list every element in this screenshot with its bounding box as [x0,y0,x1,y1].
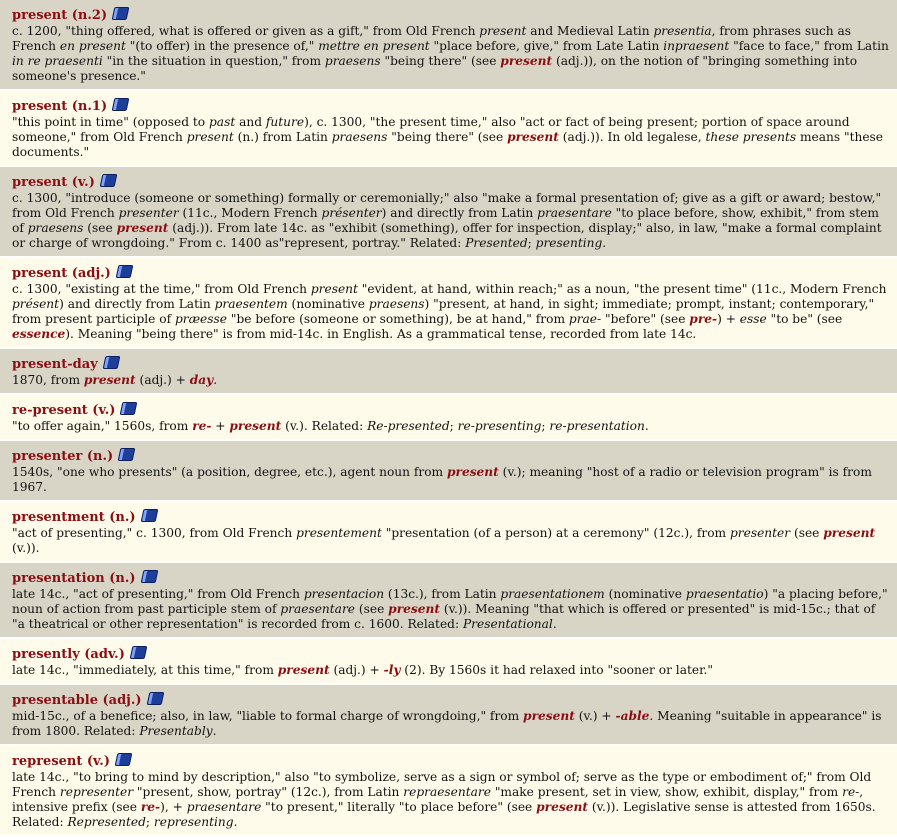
entry-header [12,689,889,708]
definition-text: ) "a placing before," noun of action from past participle stem of [12,587,888,616]
italic-term: Re-presented [367,419,450,433]
entry [0,563,897,639]
italic-term: presentia [653,24,712,38]
book-icon[interactable] [140,570,158,583]
definition-text: (adj.)). From late 14c. as "exhibit (something), offer for inspection, display;" also, in law, "make a formal complaint or charge of wrongdoing." From c. 1400 as"represent, portray." Related: [12,221,882,250]
italic-term: praesentare [186,800,262,814]
entry-header [12,750,889,769]
book-icon[interactable] [120,402,138,415]
book-icon[interactable] [112,98,130,111]
crossref-link[interactable]: present [523,709,575,723]
entry-headword: present (n.1) [12,99,108,114]
crossref-link[interactable]: pre- [689,312,718,326]
book-icon[interactable] [112,7,130,20]
definition-text: (v.) + [574,709,616,723]
entry-headword: presentment (n.) [12,510,136,525]
crossref-link[interactable]: re- [140,800,161,814]
entry-header [12,445,889,464]
crossref-link[interactable]: day [189,373,214,387]
italic-term: praesens [27,221,84,235]
italic-term: praesens [331,130,388,144]
crossref-link[interactable]: present [116,221,169,235]
entry [0,502,897,563]
crossref-link[interactable]: present [388,602,440,616]
definition-text: (adj.) + [135,373,190,387]
entry-definition [12,24,889,84]
definition-text: late 14c., "immediately, at this time," from [12,663,278,677]
entry-header [12,567,889,586]
entry-headword: presenter (n.) [12,449,114,464]
entry-header [12,643,889,662]
crossref-link[interactable]: re- [192,419,212,433]
definition-text: (adj.)). In old legalese, [558,130,706,144]
italic-term: præesse [174,312,227,326]
italic-term: Presentational [462,617,553,631]
definition-text: , from phrases such as French [12,24,852,53]
book-icon[interactable] [118,448,136,461]
book-icon[interactable] [146,692,164,705]
definition-text: ) and directly from Latin [59,297,215,311]
crossref-link[interactable]: present [229,419,282,433]
definition-text: "to offer again," 1560s, from [12,419,193,433]
entry [0,349,897,395]
definition-text: c. 1200, "thing offered, what is offered or given as a gift," from Old French [12,24,480,38]
italic-term: presenting [535,236,603,250]
definition-text: ), c. 1300, "the present time," also "act or fact of being present; portion of space around someone," from Old French [12,115,850,144]
entry-definition [12,373,889,388]
definition-text: means "these documents." [12,130,884,159]
entry-header [12,262,889,281]
italic-term: présent [12,297,60,311]
definition-text: . [552,617,557,631]
crossref-link[interactable]: present [500,54,553,68]
entry-headword: presentable (adj.) [12,693,142,708]
entry [0,0,897,91]
entry [0,167,897,258]
definition-text: ) "present, at hand, in sight; immediate; prompt, instant; contemporary," from present participle of [12,297,875,326]
crossref-link[interactable]: present [507,130,559,144]
entry-definition [12,115,889,160]
entry-header [12,353,889,372]
entry-definition [12,709,889,739]
italic-term: re-presenting [457,419,542,433]
entry-definition [12,770,889,830]
italic-term: present [186,130,234,144]
definition-text: (n.) from Latin [233,130,332,144]
definition-text: 1540s, "one who presents" (a position, degree, etc.), agent noun from [12,465,447,479]
crossref-link[interactable]: present [83,373,136,387]
italic-term: mettre en present [318,39,430,53]
italic-term: presenter [729,526,791,540]
crossref-link[interactable]: -ly [383,663,401,677]
definition-text: . [213,373,218,387]
definition-text: . [644,419,649,433]
definition-text: late 14c., "act of presenting," from Old French [12,587,304,601]
definition-text: ) and directly from Latin [381,206,538,220]
definition-text: "presentation (of a person) at a ceremony" (12c.), from [381,526,730,540]
definition-text: (2). By 1560s it had relaxed into "sooner or later." [400,663,714,677]
crossref-link[interactable]: -able [615,709,650,723]
italic-term: praesentem [214,297,288,311]
definition-text: "(to offer) in the presence of," [125,39,319,53]
entry-headword: present-day [12,357,98,372]
definition-text: (nominative [287,297,369,311]
definition-text: (see [790,526,824,540]
definition-text: (adj.)), on the notion of "bringing something into someone's presence." [12,54,858,83]
crossref-link[interactable]: essence [12,327,66,341]
italic-term: presentacion [303,587,385,601]
definition-text: (v.). Related: [281,419,368,433]
definition-text: "being there" (see [380,54,501,68]
entry-headword: presently (adv.) [12,647,125,662]
definition-text: c. 1300, "existing at the time," from Old French [12,282,311,296]
italic-term: praesentare [280,602,355,616]
entry [0,91,897,167]
italic-term: présenter [321,206,382,220]
entry-header [12,399,889,418]
italic-term: these presents [705,130,797,144]
italic-term: Represented [67,815,146,829]
book-icon[interactable] [140,509,158,522]
entry-definition [12,465,889,495]
italic-term: re- [842,785,860,799]
definition-text: ; [145,815,154,829]
definition-text: , intensive prefix (see [12,785,864,814]
italic-term: esse [739,312,767,326]
definition-text: . [233,815,238,829]
definition-text: (v.)). [12,541,40,555]
definition-text: (nominative [604,587,686,601]
entry [0,395,897,441]
crossref-link[interactable]: present [823,526,876,540]
entry-headword: present (v.) [12,175,95,190]
definition-text: and Medieval Latin [526,24,654,38]
definition-text: ) + [717,312,740,326]
definition-text: ; [541,419,550,433]
entry-headword: present (adj.) [12,266,111,281]
definition-text: "act of presenting," c. 1300, from Old French [12,526,297,540]
definition-text: "to place before, show, exhibit," from stem of [12,206,879,235]
definition-text: ; [449,419,458,433]
entry-headword: presentation (n.) [12,571,136,586]
definition-text: "to present," literally "to place before" (see [261,800,537,814]
italic-term: praesentationem [500,587,605,601]
italic-term: praesens [324,54,381,68]
italic-term: praesentatio [685,587,764,601]
definition-text: "be before (someone or something), be at hand," from [227,312,569,326]
definition-text: "before" (see [601,312,690,326]
entry-definition [12,191,889,251]
italic-term: representer [59,785,134,799]
italic-term: praesens [368,297,425,311]
entry-definition [12,526,889,556]
definition-text: ; [527,236,536,250]
crossref-link[interactable]: present [447,465,499,479]
definition-text: (adj.) + [329,663,384,677]
definition-text: + [211,419,230,433]
entry [0,746,897,837]
italic-term: Presented [465,236,528,250]
definition-text: "being there" (see [387,130,508,144]
definition-text: 1870, from [12,373,84,387]
definition-text: (see [354,602,389,616]
italic-term: en present [59,39,126,53]
italic-term: Presentably [139,724,213,738]
entry-definition [12,663,889,678]
definition-text: ), + [160,800,187,814]
italic-term: present [479,24,527,38]
entry-header [12,506,889,525]
entry-definition [12,587,889,632]
italic-term: in re praesenti [12,54,103,68]
italic-term: repraesentare [403,785,491,799]
book-icon[interactable] [129,646,147,659]
definition-text: "place before, give," from Late Latin [429,39,664,53]
crossref-link[interactable]: present [277,663,330,677]
definition-text: "evident, at hand, within reach;" as a noun, "the present time" (11c., Modern French [357,282,887,296]
book-icon[interactable] [115,753,133,766]
book-icon[interactable] [115,265,133,278]
definition-text: "present, show, portray" (12c.), from Latin [133,785,404,799]
entry-headword: represent (v.) [12,754,110,769]
definition-text: . Meaning "suitable in appearance" is from 1800. Related: [12,709,882,738]
definition-text: (v.); meaning "host of a radio or television program" is from 1967. [12,465,872,494]
definition-text: (see [83,221,117,235]
entry [0,258,897,349]
definition-text: late 14c., "to bring to mind by description," also "to symbolize, serve as a sign or symbol of; serve as the type or embodiment of;" from Old French [12,770,872,799]
entry-headword: present (n.2) [12,8,108,23]
italic-term: presentement [296,526,382,540]
definition-text: c. 1300, "introduce (someone or something) formally or ceremonially;" also "make a formal presentation of; give as a gift or award; bestow," from Old French [12,191,882,220]
entry-definition [12,282,889,342]
entry-definition [12,419,889,434]
entry [0,639,897,685]
entry-header [12,4,889,23]
definition-text: ). Meaning "being there" is from mid-14c. in English. As a grammatical tense, recorded from late 14c. [65,327,697,341]
definition-text: and [235,115,266,129]
definition-text: . [602,236,607,250]
entry-header [12,95,889,114]
italic-term: prae- [568,312,602,326]
italic-term: future [265,115,305,129]
italic-term: present [310,282,358,296]
italic-term: inpraesent [663,39,730,53]
definition-text: "in the situation in question," from [102,54,325,68]
entry [0,685,897,746]
definition-text: "this point in time" (opposed to [12,115,209,129]
italic-term: presenter [118,206,179,220]
crossref-link[interactable]: present [536,800,588,814]
italic-term: representing [153,815,234,829]
definition-text: (v.)). Meaning "that which is offered or presented" is mid-15c.; that of "a theatrical or other representation" is recorded from c. 1600. Related: [12,602,876,631]
italic-term: past [209,115,236,129]
definition-text: (11c., Modern French [178,206,322,220]
book-icon[interactable] [99,174,117,187]
definition-text: (v.)). Legislative sense is attested from 1650s. Related: [12,800,876,829]
entry-headword: re-present (v.) [12,403,116,418]
definition-text: . [212,724,217,738]
entry-header [12,171,889,190]
entry [0,441,897,502]
definition-text: "to be" (see [766,312,843,326]
book-icon[interactable] [102,356,120,369]
definition-text: "make present, set in view, show, exhibit, display," from [490,785,843,799]
definition-text: mid-15c., of a benefice; also, in law, "liable to formal charge of wrongdoing," from [12,709,524,723]
italic-term: re-presentation [549,419,645,433]
italic-term: praesentare [537,206,612,220]
definition-text: "face to face," from Latin [729,39,889,53]
definition-text: (13c.), from Latin [384,587,501,601]
